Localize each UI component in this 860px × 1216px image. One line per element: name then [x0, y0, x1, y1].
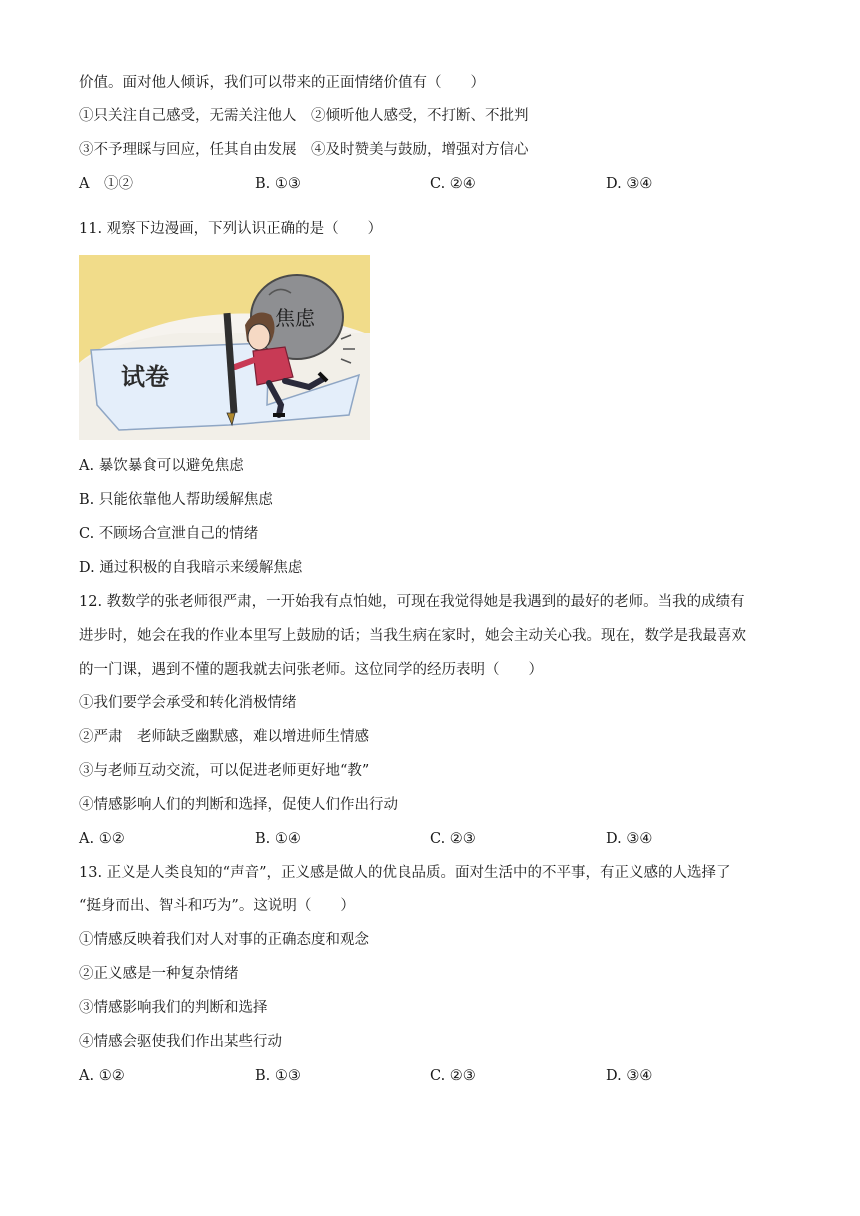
q13-option-a: A. ①②: [79, 1068, 125, 1084]
q11-option-c: C. 不顾场合宣泄自己的情绪: [79, 526, 259, 542]
q12-option-d: D. ③④: [606, 831, 653, 847]
q12-option-c: C. ②③: [430, 831, 476, 847]
q13-item-3: ③情感影响我们的判断和选择: [79, 1000, 268, 1016]
q12-options: [79, 829, 779, 849]
q12-option-a: A. ①②: [79, 831, 125, 847]
q10-items-line1: ①只关注自己感受，无需关注他人 ②倾听他人感受，不打断、不批判: [79, 108, 529, 124]
q12-stem-line1: 12. 教数学的张老师很严肃，一开始我有点怕她，可现在我觉得她是我遇到的最好的老师。当我的成绩有: [79, 594, 745, 610]
q13-item-1: ①情感反映着我们对人对事的正确态度和观念: [79, 932, 369, 948]
q12-option-b: B. ①④: [255, 831, 301, 847]
q10-option-b: B. ①③: [255, 176, 301, 192]
cartoon-label-bag: 焦虑: [275, 306, 315, 330]
q13-option-c: C. ②③: [430, 1068, 476, 1084]
q12-item-3: ③与老师互动交流，可以促进老师更好地“教”: [79, 763, 370, 779]
q11-stem: 11. 观察下边漫画，下列认识正确的是（ ）: [79, 221, 383, 237]
q13-option-b: B. ①③: [255, 1068, 301, 1084]
q12-item-1: ①我们要学会承受和转化消极情绪: [79, 695, 297, 711]
anxiety-cartoon-image: [79, 255, 370, 440]
q10-option-d: D. ③④: [606, 176, 653, 192]
q13-options: [79, 1066, 779, 1086]
q10-option-c: C. ②④: [430, 176, 476, 192]
q13-item-4: ④情感会驱使我们作出某些行动: [79, 1034, 282, 1050]
q12-item-2: ②严肃 老师缺乏幽默感，难以增进师生情感: [79, 729, 369, 745]
cartoon-label-paper: 试卷: [121, 363, 169, 391]
q10-stem: 价值。面对他人倾诉，我们可以带来的正面情绪价值有（ ）: [79, 75, 485, 91]
q10-options: [79, 174, 779, 194]
q11-option-a: A. 暴饮暴食可以避免焦虑: [79, 458, 244, 474]
q12-item-4: ④情感影响人们的判断和选择，促使人们作出行动: [79, 797, 398, 813]
q12-stem-line3: 的一门课，遇到不懂的题我就去问张老师。这位同学的经历表明（ ）: [79, 662, 543, 678]
q11-option-d: D. 通过积极的自我暗示来缓解焦虑: [79, 560, 303, 576]
q10-option-a: A ①②: [79, 176, 133, 192]
q13-stem-line1: 13. 正义是人类良知的“声音”，正义感是做人的优良品质。面对生活中的不平事，有正义感的人选择了: [79, 865, 731, 881]
q13-option-d: D. ③④: [606, 1068, 653, 1084]
q13-item-2: ②正义感是一种复杂情绪: [79, 966, 239, 982]
q12-stem-line2: 进步时，她会在我的作业本里写上鼓励的话；当我生病在家时，她会主动关心我。现在，数学是我最喜欢: [79, 628, 746, 644]
q10-items-line2: ③不予理睬与回应，任其自由发展 ④及时赞美与鼓励，增强对方信心: [79, 142, 529, 158]
q11-option-b: B. 只能依靠他人帮助缓解焦虑: [79, 492, 273, 508]
q13-stem-line2: “挺身而出、智斗和巧为”。这说明（ ）: [79, 898, 355, 914]
